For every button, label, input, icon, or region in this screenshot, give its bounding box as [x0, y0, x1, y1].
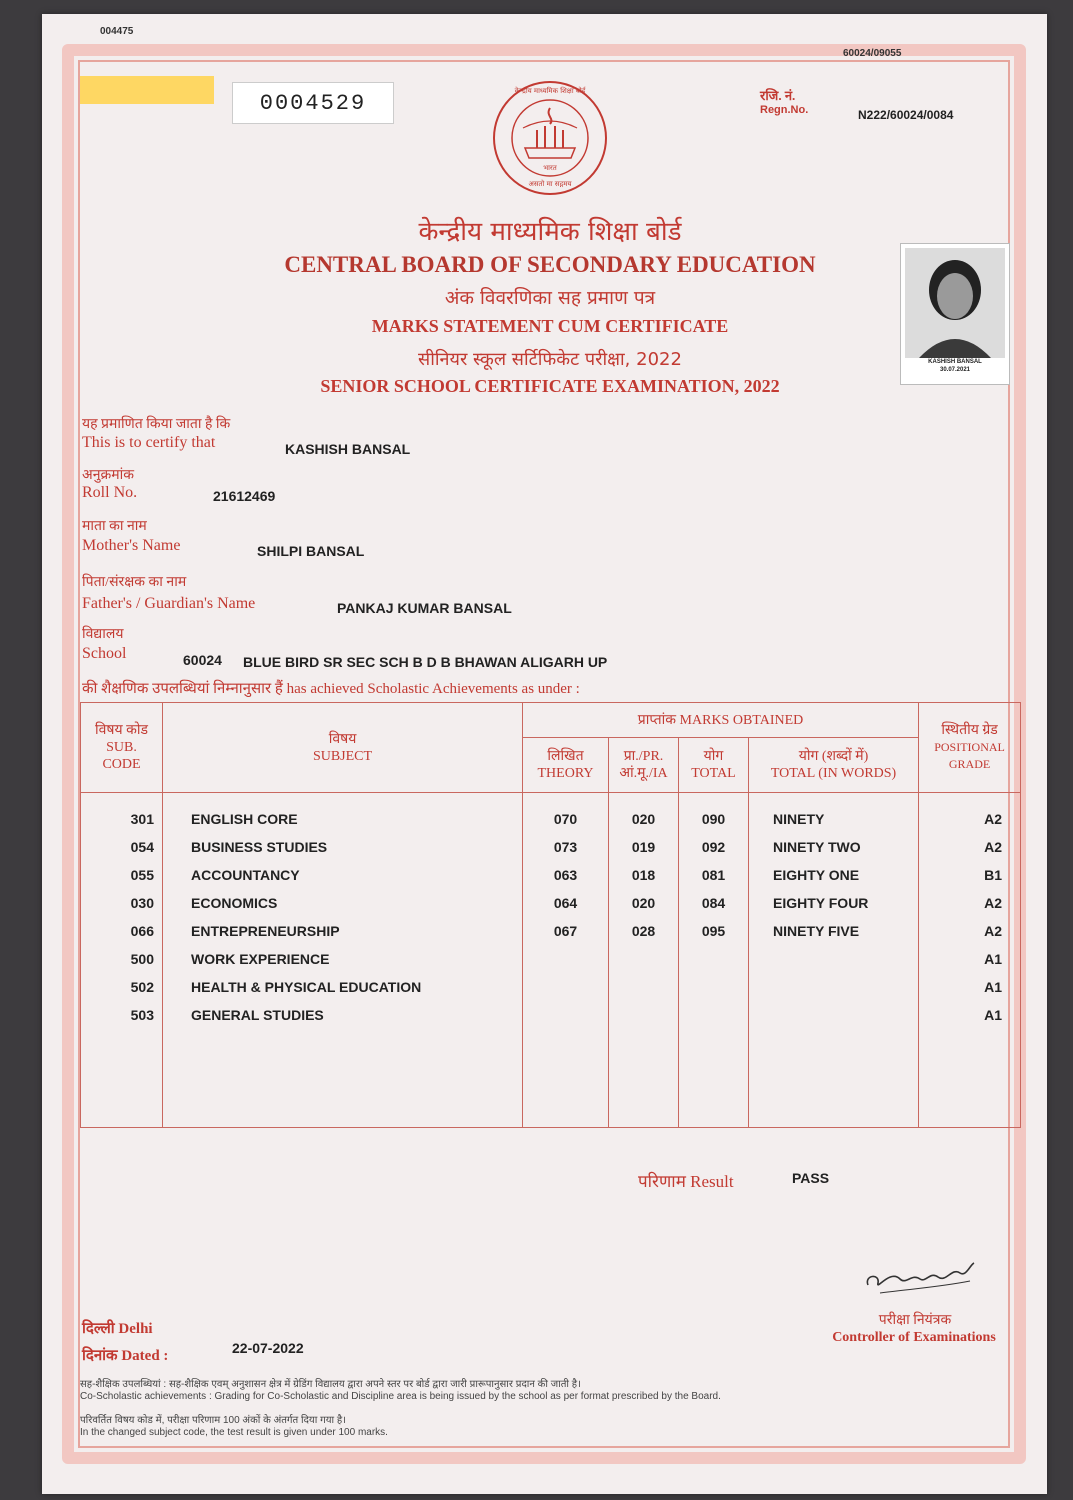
student-name: KASHISH BANSAL [285, 441, 411, 457]
cell-theory: 067 [523, 917, 609, 945]
cell-sub-code: 055 [81, 861, 163, 889]
student-photo [900, 243, 1010, 385]
roll-label: Roll No. [82, 484, 138, 501]
header-marks-en: MARKS OBTAINED [679, 712, 804, 728]
cell-total-words [749, 973, 919, 1001]
table-row [81, 1001, 1021, 1029]
document-title-english: MARKS STATEMENT CUM CERTIFICATE [371, 316, 729, 336]
father-label-hindi: पिता/संरक्षक का नाम [82, 575, 187, 590]
cell-total [679, 945, 749, 973]
cell-total: 081 [679, 861, 749, 889]
place-english: Delhi [118, 1321, 153, 1337]
cell-total-words: NINETY [749, 805, 919, 833]
header-grade [919, 703, 1021, 793]
cell-practical: 018 [609, 861, 679, 889]
header-subject [163, 703, 523, 793]
mother-name: SHILPI BANSAL [257, 543, 365, 559]
mother-label-hindi: माता का नाम [82, 519, 147, 534]
cbse-emblem-icon [485, 78, 615, 198]
certify-label: This is to certify that [82, 434, 216, 451]
empty-cell [81, 1029, 163, 1128]
header-sub-code-en2: CODE [102, 757, 141, 772]
header-theory-hi: लिखित [547, 749, 584, 764]
header-practical-en: आं.मू./IA [619, 766, 668, 781]
cell-practical: 019 [609, 833, 679, 861]
header-sub-code-hi: विषय कोड [95, 723, 148, 738]
cell-grade: A2 [919, 889, 1021, 917]
result-label-english: Result [690, 1172, 734, 1191]
header-theory-en: THEORY [537, 766, 594, 781]
cell-subject: WORK EXPERIENCE [163, 945, 523, 973]
school-code: 60024 [183, 652, 222, 668]
cell-grade: A1 [919, 945, 1021, 973]
board-title-hindi: केन्द्रीय माध्यमिक शिक्षा बोर्ड [418, 217, 682, 247]
cell-grade: A2 [919, 805, 1021, 833]
empty-cell [679, 1029, 749, 1128]
header-subject-hi: विषय [328, 731, 357, 747]
cell-theory: 070 [523, 805, 609, 833]
cell-theory [523, 945, 609, 973]
cell-theory [523, 1001, 609, 1029]
result-value: PASS [792, 1170, 830, 1186]
cell-sub-code: 066 [81, 917, 163, 945]
cell-practical [609, 945, 679, 973]
cell-sub-code: 054 [81, 833, 163, 861]
table-empty-space [81, 1029, 1021, 1128]
controller-label: Controller of Examinations [832, 1330, 996, 1345]
highlight-mark [80, 76, 214, 104]
header-total-en: TOTAL [691, 766, 736, 781]
photo-caption-name: KASHISH BANSAL [928, 359, 982, 365]
table-spacer-row [81, 793, 1021, 806]
emblem-text-top: केन्द्रीय माध्यमिक शिक्षा बोर्ड [514, 87, 586, 95]
cell-total-words: EIGHTY ONE [749, 861, 919, 889]
header-grade-hi: स्थितीय ग्रेड [941, 723, 998, 738]
marks-table [80, 702, 1021, 1128]
regn-label-en: Regn.No. [760, 104, 809, 116]
table-row [81, 973, 1021, 1001]
portrait-icon [905, 248, 1005, 358]
cell-grade: A2 [919, 917, 1021, 945]
header-total-words-en: TOTAL (IN WORDS) [770, 766, 897, 781]
table-row [81, 805, 1021, 833]
document-title-hindi: अंक विवरणिका सह प्रमाण पत्र [444, 287, 656, 309]
table-row [81, 945, 1021, 973]
place [82, 1318, 153, 1338]
header-total [679, 738, 749, 793]
table-row [81, 889, 1021, 917]
cell-theory: 063 [523, 861, 609, 889]
dated-label-english: Dated : [121, 1348, 169, 1364]
cell-theory: 064 [523, 889, 609, 917]
note-changed-code-hindi: परिवर्तित विषय कोड में, परीक्षा परिणाम 100 अंकों के अंतर्गत दिया गया है। [80, 1415, 346, 1426]
cell-subject: ENGLISH CORE [163, 805, 523, 833]
cell-sub-code: 503 [81, 1001, 163, 1029]
cell-sub-code: 500 [81, 945, 163, 973]
cell-theory [523, 973, 609, 1001]
place-hindi: दिल्ली [82, 1321, 115, 1337]
dated-label-hindi: दिनांक [82, 1348, 118, 1364]
cell-grade: A1 [919, 1001, 1021, 1029]
school-label: School [82, 645, 127, 662]
achievement-line [82, 678, 580, 698]
cell-total-words: NINETY FIVE [749, 917, 919, 945]
cell-practical [609, 1001, 679, 1029]
top-left-code: 004475 [100, 26, 134, 37]
cell-subject: ECONOMICS [163, 889, 523, 917]
roll-label-hindi: अनुक्रमांक [82, 468, 134, 483]
controller-signature-icon [860, 1255, 980, 1305]
result-label [638, 1169, 734, 1192]
emblem-label: भारत [543, 164, 557, 172]
certify-label-hindi: यह प्रमाणित किया जाता है कि [82, 417, 231, 432]
header-practical [609, 738, 679, 793]
header-marks-hi: प्राप्तांक [637, 712, 677, 728]
header-grade-en1: POSITIONAL [934, 740, 1005, 754]
controller-label-hindi: परीक्षा नियंत्रक [878, 1313, 952, 1328]
board-title-english: CENTRAL BOARD OF SECONDARY EDUCATION [284, 252, 816, 277]
note-co-scholastic-hindi: सह-शैक्षिक उपलब्धियां : सह-शैक्षिक एवम् अनुशासन क्षेत्र में ग्रेडिंग विद्यालय द्वारा अपने स्तर पर बोर्ड द्वारा जारी प्रारूपानुसार प्रदान की जाती है। [80, 1379, 581, 1390]
header-grade-en2: GRADE [948, 757, 991, 771]
header-subject-en: SUBJECT [312, 748, 373, 764]
father-name: PANKAJ KUMAR BANSAL [337, 600, 512, 616]
school-name: BLUE BIRD SR SEC SCH B D B BHAWAN ALIGARH UP [243, 654, 608, 670]
cell-total: 090 [679, 805, 749, 833]
empty-cell [609, 1029, 679, 1128]
roll-number: 21612469 [213, 488, 276, 504]
header-total-hi: योग [703, 749, 724, 764]
empty-cell [919, 1029, 1021, 1128]
header-sub-code [81, 703, 163, 793]
cell-subject: GENERAL STUDIES [163, 1001, 523, 1029]
cell-grade: A1 [919, 973, 1021, 1001]
mother-label: Mother's Name [82, 537, 181, 554]
issue-date: 22-07-2022 [232, 1340, 304, 1356]
table-row [81, 917, 1021, 945]
header-practical-hi: प्रा./PR. [623, 749, 664, 764]
cell-grade: A2 [919, 833, 1021, 861]
achievement-label: has achieved Scholastic Achievements as under : [286, 681, 580, 697]
cell-subject: ENTREPRENEURSHIP [163, 917, 523, 945]
header-total-words-hi: योग (शब्दों में) [798, 749, 869, 764]
dated-label [82, 1345, 168, 1365]
school-label-hindi: विद्यालय [82, 627, 124, 642]
note-changed-code: In the changed subject code, the test result is given under 100 marks. [80, 1427, 388, 1438]
photo-caption-date: 30.07.2021 [939, 367, 971, 373]
cell-practical: 020 [609, 889, 679, 917]
exam-title-english: SENIOR SCHOOL CERTIFICATE EXAMINATION, 2022 [320, 376, 780, 396]
cell-total: 095 [679, 917, 749, 945]
regn-label-hi: रजि. नं. [760, 88, 796, 103]
cell-total: 084 [679, 889, 749, 917]
header-marks-obtained [523, 703, 919, 738]
cell-sub-code: 030 [81, 889, 163, 917]
table-header-row [81, 703, 1021, 738]
cell-subject: BUSINESS STUDIES [163, 833, 523, 861]
photo-image [905, 248, 1005, 358]
cell-total-words: NINETY TWO [749, 833, 919, 861]
note-co-scholastic: Co-Scholastic achievements : Grading for Co-Scholastic and Discipline area is being issued by the school as per format prescribed by the Board. [80, 1391, 721, 1402]
exam-title-hindi: सीनियर स्कूल सर्टिफिकेट परीक्षा, 2022 [418, 349, 682, 370]
cell-total: 092 [679, 833, 749, 861]
empty-cell [163, 1029, 523, 1128]
cell-total [679, 973, 749, 1001]
cell-practical: 020 [609, 805, 679, 833]
serial-number: 0004529 [232, 82, 394, 124]
cell-subject: HEALTH & PHYSICAL EDUCATION [163, 973, 523, 1001]
regn-number: N222/60024/0084 [858, 108, 954, 122]
achievement-label-hindi: की शैक्षणिक उपलब्धियां निम्नानुसार हैं [82, 681, 283, 697]
cell-total-words [749, 945, 919, 973]
result-label-hindi: परिणाम [638, 1172, 686, 1191]
cell-grade: B1 [919, 861, 1021, 889]
cell-total-words [749, 1001, 919, 1029]
empty-cell [749, 1029, 919, 1128]
emblem-text-bottom: असतो मा सद्गमय [528, 180, 572, 188]
father-label: Father's / Guardian's Name [82, 595, 256, 612]
header-total-words [749, 738, 919, 793]
cell-practical [609, 973, 679, 1001]
header-theory [523, 738, 609, 793]
cell-subject: ACCOUNTANCY [163, 861, 523, 889]
top-right-code: 60024/09055 [843, 48, 902, 59]
cell-theory: 073 [523, 833, 609, 861]
header-sub-code-en1: SUB. [106, 740, 137, 755]
table-row [81, 833, 1021, 861]
cell-sub-code: 301 [81, 805, 163, 833]
cell-total [679, 1001, 749, 1029]
regn-label [760, 88, 808, 118]
cell-total-words: EIGHTY FOUR [749, 889, 919, 917]
table-row [81, 861, 1021, 889]
cell-practical: 028 [609, 917, 679, 945]
empty-cell [523, 1029, 609, 1128]
cell-sub-code: 502 [81, 973, 163, 1001]
